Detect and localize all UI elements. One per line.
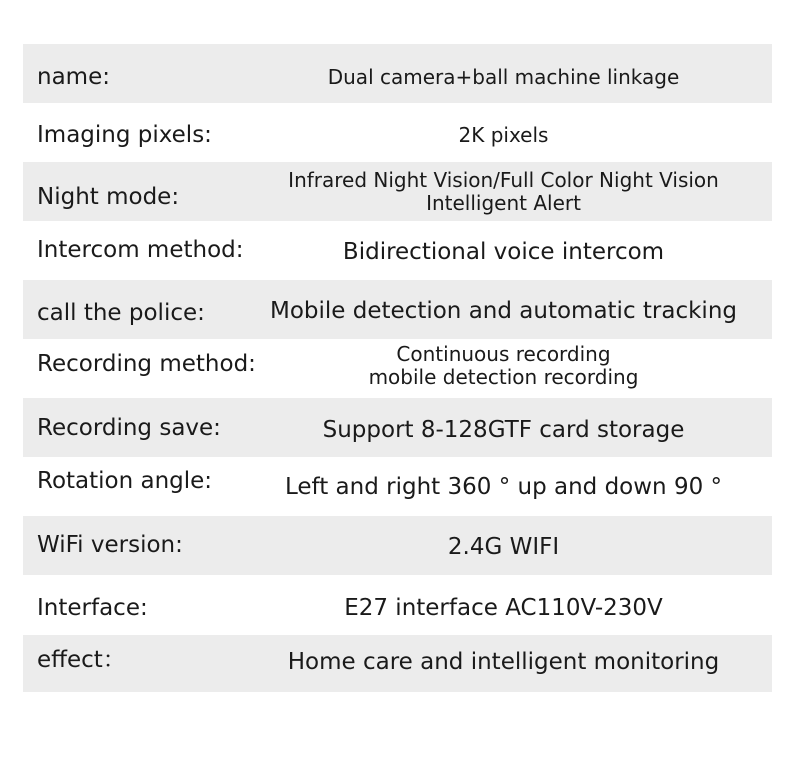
spec-value	[260, 66, 747, 89]
spec-value	[260, 474, 747, 500]
spec-value-line: 2K pixels	[458, 123, 549, 147]
spec-value	[260, 239, 747, 265]
spec-row-recording-save	[23, 398, 772, 457]
spec-value-line: 2.4G WIFI	[447, 534, 560, 560]
spec-value	[260, 534, 747, 560]
spec-label: name:	[37, 64, 110, 90]
spec-value	[260, 124, 747, 147]
spec-row-call-the-police	[23, 280, 772, 339]
spec-value-line: mobile detection recording	[368, 364, 639, 389]
spec-value-line: Continuous recording	[396, 342, 611, 366]
spec-value-line: E27 interface AC110V-230V	[344, 595, 663, 621]
spec-label: WiFi version:	[37, 532, 183, 558]
spec-row-imaging-pixels	[23, 103, 772, 162]
spec-row-name	[23, 44, 772, 103]
spec-value-line: Intelligent Alert	[426, 190, 581, 215]
spec-label: Rotation angle:	[37, 468, 213, 494]
spec-value	[260, 169, 747, 214]
spec-row-recording-method	[23, 339, 772, 398]
spec-row-night-mode	[23, 162, 772, 221]
spec-label: call the police:	[37, 300, 205, 326]
spec-value	[260, 298, 747, 324]
spec-value	[260, 343, 747, 388]
spec-value	[260, 595, 747, 621]
spec-value-line: Support 8-128GTF card storage	[322, 417, 685, 443]
spec-value-line: Mobile detection and automatic tracking	[270, 298, 737, 324]
spec-value-line: Dual camera+ball machine linkage	[327, 65, 680, 89]
spec-label: effect：	[37, 647, 126, 673]
spec-row-rotation-angle	[23, 457, 772, 516]
spec-value-line: Bidirectional voice intercom	[342, 239, 665, 265]
spec-table	[23, 44, 772, 692]
spec-value	[260, 649, 747, 675]
spec-value-line: Home care and intelligent monitoring	[287, 649, 720, 675]
spec-row-intercom-method	[23, 221, 772, 280]
spec-row-effect	[23, 635, 772, 692]
spec-label: Imaging pixels:	[37, 122, 212, 148]
spec-label: Night mode:	[37, 184, 180, 210]
spec-label: Recording method:	[37, 351, 256, 377]
spec-value-line: Left and right 360 ° up and down 90 °	[284, 474, 723, 500]
spec-row-wifi-version	[23, 516, 772, 575]
spec-label: Interface:	[37, 595, 148, 621]
spec-row-interface	[23, 575, 772, 635]
spec-value-line: Infrared Night Vision/Full Color Night Vision	[288, 168, 719, 192]
spec-value	[260, 417, 747, 443]
spec-label: Intercom method:	[37, 237, 244, 263]
spec-label: Recording save:	[37, 415, 221, 441]
